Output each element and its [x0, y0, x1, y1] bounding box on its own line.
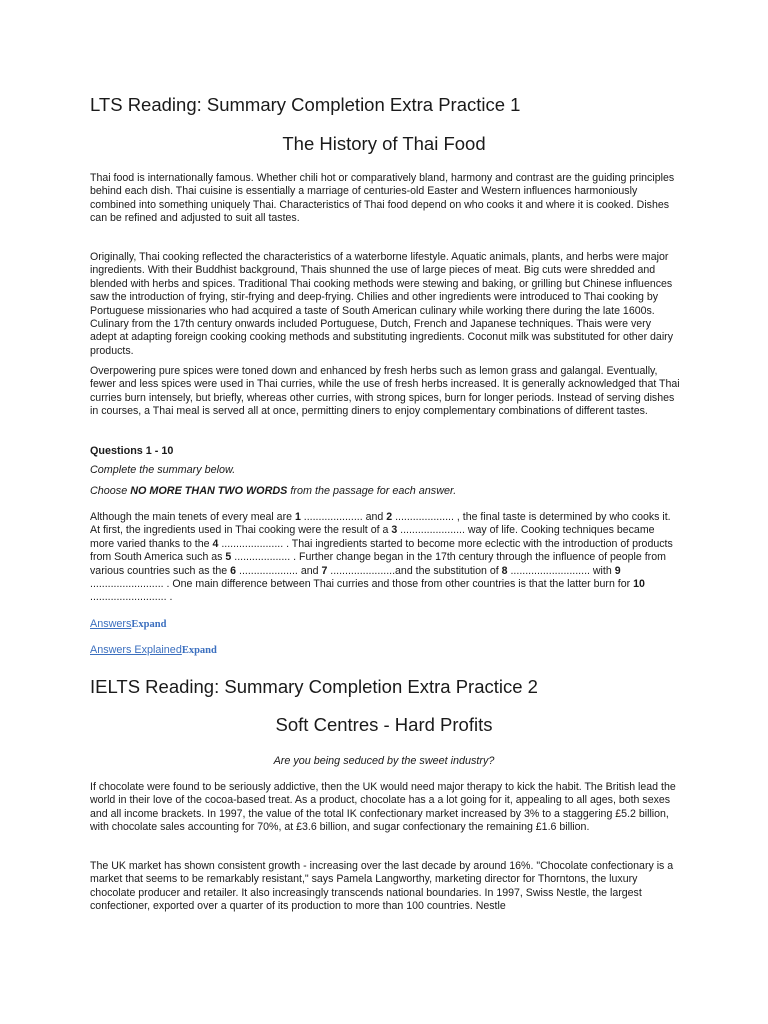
practice2-paragraph-2: The UK market has shown consistent growth - increasing over the last decade by around 16%. "Chocolate confectionary is a market that seems to be remarkably resistant," says Pamela Langworthy, marketing director for Thorntons, the luxury chocolate producer and retailer. It also increasingly transcends national boundaries. In 1997, Swiss Nestle, the largest confectioner, exported over a quarter of its production to more than 100 countries. Nestle: [90, 860, 674, 913]
blank-number: 3: [391, 524, 398, 537]
answers-explained-expand-button[interactable]: Expand: [181, 645, 217, 656]
blank-number: 2: [386, 511, 393, 523]
blank-number: 9: [614, 564, 621, 577]
answers-expand-button[interactable]: Expand: [131, 619, 167, 630]
practice1-paragraph-2: Originally, Thai cooking reflected the characteristics of a waterborne lifestyle. Aquatic animals, plants, and herbs were major ingredients. With their Buddhist background, Thais shunned the use of large pieces of meat. Big cuts were shredded and blended with herbs and spices. Traditional Thai cooking methods were stewing and baking, or grilling but Chinese influences saw the introduction of frying, stir-frying and deep-frying. Chilies and other ingredients were introduced to Thai cooking by Portuguese missionaries who had acquired a taste of South American culinary while working there during the late 1600s. Culinary from the 17th century onwards included Portuguese, Dutch, French and Japanese techniques. Thais were very adept at adapting foreign cooking cooking methods and substituting ingredients. Coconut milk was substituted for other dairy products.: [90, 251, 674, 357]
practice1-title: The History of Thai Food: [282, 133, 486, 154]
instruction-choose: Choose NO MORE THAN TWO WORDS from the passage for each answer.: [90, 485, 457, 497]
blank-number: 6: [230, 564, 237, 577]
answers-link[interactable]: Answers: [90, 618, 132, 630]
answers-row: [90, 618, 166, 630]
practice1-paragraph-1: Thai food is internationally famous. Whether chili hot or comparatively bland, harmony and contrast are the guiding principles behind each dish. Thai cuisine is essentially a marriage of centuries-old Easter and Western influences harmoniously combined into something uniquely Thai. Characteristics of Thai food depend on who cooks it and where it is cooked. Dishes can be refined and adjusted to suit all tastes.: [90, 172, 675, 225]
answers-explained-link[interactable]: Answers Explained: [90, 644, 182, 656]
blank-number: 7: [321, 564, 328, 577]
practice2-paragraph-1: If chocolate were found to be seriously addictive, then the UK would need major therapy to kick the habit. The British lead the world in their love of the cocoa-based treat. As a product, chocolate has a a lot going for it, appealing to all ages, both sexes and all income brackets. In 1997, the value of the total IK confectionary market increased by 3% to a staggering £5.2 billion, with chocolate sales accounting for 70%, at £3.6 billion, and sugar confectionary the remaining £1.6 billion.: [90, 781, 676, 834]
answers-explained-row: [90, 644, 217, 656]
blank-number: 8: [501, 564, 508, 577]
blank-number: 4: [212, 537, 219, 550]
questions-heading: Questions 1 - 10: [90, 445, 174, 457]
blank-number: 5: [225, 551, 232, 564]
practice2-heading: IELTS Reading: Summary Completion Extra Practice 2: [90, 676, 538, 697]
practice2-subtitle: Are you being seduced by the sweet industry?: [273, 755, 495, 767]
blank-number: 1: [294, 511, 301, 523]
practice1-paragraph-3: Overpowering pure spices were toned down and enhanced by fresh herbs such as lemon grass and galangal. Eventually, fewer and less spices were used in Thai curries, while the use of fresh herbs increased. It is generally acknowledged that Thai curries burn intensely, but briefly, whereas other curries, with strong spices, burn for longer periods. Instead of serving dishes in courses, a Thai meal is served all at once, permitting diners to enjoy complementary combinations of different tastes.: [90, 365, 680, 418]
practice1-heading: LTS Reading: Summary Completion Extra Practice 1: [90, 94, 521, 115]
instruction-complete: Complete the summary below.: [90, 464, 236, 476]
practice2-title: Soft Centres - Hard Profits: [275, 714, 493, 735]
blank-number: 10: [633, 578, 645, 591]
summary-text: Although the main tenets of every meal are 1 .................... and 2 .................... , the final taste is determined by who cooks it. At first, the ingredients used in Thai cooking were the result of a 3 ...................... way of life. Cooking techniques became more varied thanks to the 4 ..................... . Thai ingredients started to become more eclectic with the introduction of products from South America such as 5 ................... . Further change began in the 17th century through the influence of people from various countries such as the 6 .................... and 7 ......................and the substitution of 8 ........................... with 9 ......................... . One main difference between Thai curries and those from other countries is that the latter burn for 10 .......................... .: [90, 511, 673, 604]
